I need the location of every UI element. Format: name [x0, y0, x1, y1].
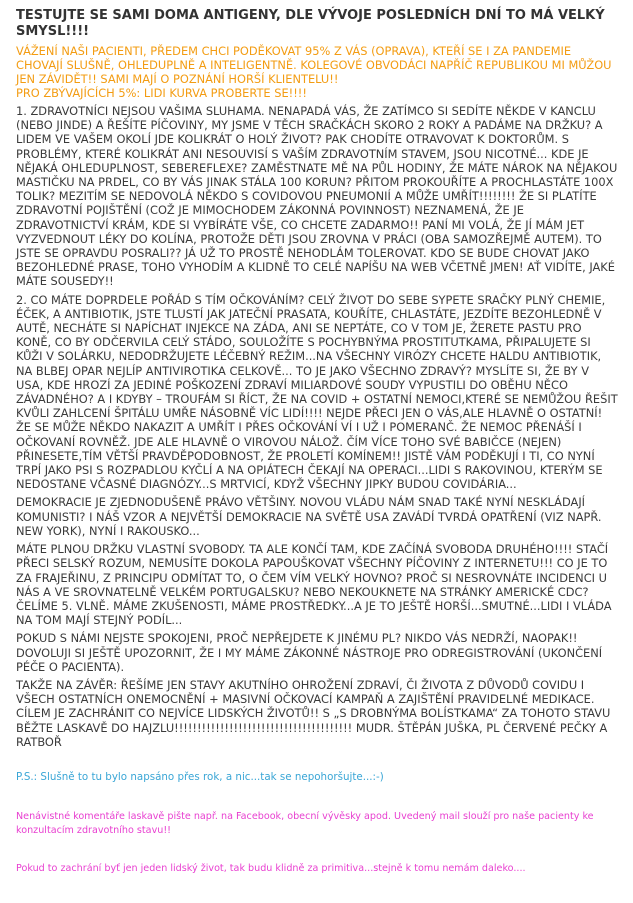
paragraph-healthcare-workers: 1. ZDRAVOTNÍCI NEJSOU VAŠIMA SLUHAMA. NENAPADÁ VÁS, ŽE ZATÍMCO SI SEDÍTE NĚKDE V KANCLU (NEBO JINDE) A ŘEŠÍTE PÍČOVINY, MY JSME V TĚCH SRAČKÁCH SKORO 2 ROKY A PADÁME NA DRŽKU? A LIDEM VE VAŠEM OKOLÍ JDE KOLIKRÁT O HOLÝ ŽIVOT? PAK CHODÍTE OTRAVOVAT K DOKTORŮM. S PROBLÉMY, KTERÉ KOLIKRÁT ANI NESOUVISÍ S VAŠÍM ZDRAVOTNÍM STAVEM, JSOU NICOTNÉ... KDE JE NĚJAKÁ OHLEDUPLNOST, SEBEREFLEXE? ZAMĚSTNATE MĚ NA PŮL HODINY, ŽE MÁTE NÁROK NA NĚJAKOU MASTIČKU NA PRDEL, CO BY VÁS JINAK STÁLA 100 KORUN? PŘITOM PROKOUŘÍTE A PROCHLASTÁTE 100X TOLIK? MEZITÍM SE NEDOVOLÁ NĚKDO S COVIDOVOU PNEUMONIÍ A MŮŽE UMŘÍT!!!!!!!! ŽE SI PLATÍTE ZDRAVOTNÍ POJIŠTĚNÍ (COŽ JE MIMOCHODEM ZÁKONNÁ POVINNOST) NEZNAMENÁ, ŽE JE ZDRAVOTNICTVÍ KRÁM, KDE SI VYBÍRÁTE VŠE, CO CHCETE ZADARMO!! PANÍ MI VOLÁ, ŽE JÍ MÁM JET VYZVEDNOUT LÉKY DO KOLÍNA, PROTOŽE DĚTI JSOU ZROVNA V PRÁCI (OBA SAMOZŘEJMĚ AUTEM). TO JSTE SE OPRAVDU POSRALI?? JÁ UŽ TO PROSTĚ NEHODLÁM TOLEROVAT. KDO SE BUDE CHOVAT JAKO BEZOHLEDNÉ PRASE, TOHO VYHODÍM A KLIDNĚ TO CELÉ NAPÍŠU NA WEB VČETNĚ JMEN! AŤ VIDÍTE, JAKÉ MÁTE SOUSEDY!! [16, 104, 618, 289]
note-comments: Nenávistné komentáře laskavě pište např. na Facebook, obecní vývěsky apod. Uvedený mail slouží pro naše pacienty ke konzultacím zdravotního stavu!! [16, 810, 594, 836]
note-primitive: Pokud to zachrání byť jen jeden lidský život, tak budu klidně za primitiva...stejně k tomu nemám daleko.... [16, 862, 526, 874]
paragraph-vaccination: 2. CO MÁTE DOPRDELE POŘÁD S TÍM OČKOVÁNÍM? CELÝ ŽIVOT DO SEBE SYPETE SRAČKY PLNÝ CHEMIE, ÉČEK, A ANTIBIOTIK, JSTE TLUSTÍ JAK JATEČNÍ PRASATA, KOUŘÍTE, CHLASTÁTE, JEZDÍTE BEZOHLEDNĚ V AUTĚ, NECHÁTE SI NAPÍCHAT INJEKCE NA ZÁDA, ANI SE NEPTÁTE, CO V TOM JE, ŽERETE PASTU PRO KONĚ, CO BY ODČERVILA CELÝ STÁDO, SOULOŽÍTE S POCHYBNÝMA PROSTITUTKAMA, PŘIPALUJETE SI KŮŽI V SOLÁRKU, NEDODRŽUJETE LÉČEBNÝ REŽIM...NA VŠECHNY VIRÓZY CHCETE HALDU ANTIBIOTIK, NA BLBEJ OPAR NEJLÍP ANTIVIROTIKA CELKOVĚ... TO JE JAKO VŠECHNO ZDRAVÝ? MYSLÍTE SI, ŽE BY V USA, KDE HROZÍ ZA JEDINÉ POŠKOZENÍ ZDRAVÍ MILIARDOVÉ SOUDY VYPUSTILI DO OBĚHU NĚCO ZÁVADNÉHO? A I KDYBY – TROUFÁM SI ŘÍCT, ŽE NA COVID + OSTATNÍ NEMOCI,KTERÉ SE NEMŮŽOU ŘEŠIT KVŮLI ZAHLCENÍ ŠPITÁLU UMŘE NÁSOBNĚ VÍC LIDÍ!!!! NEJDE PŘECI JEN O VÁS,ALE HLAVNĚ O OSTATNÍ! ŽE SE MŮŽE NĚKDO NAKAZIT A UMŘÍT I PŘES OČKOVÁNÍ VÍ I UŽ I POMERANČ. ŽE NEMOC PŘENÁŠÍ I OČKOVANÍ ROVNĚŽ. JDE ALE HLAVNĚ O VIROVOU NÁLOŽ. ČÍM VÍCE TOHO SVÉ BABIČCE (NEJEN) PŘINESETE,TÍM VĚTŠÍ PRAVDĚPODOBNOST, ŽE PROLETÍ KOMÍNEM!! JISTĚ VÁM PODĚKUJÍ I TI, CO NYNÍ TRPÍ JAKO PSI S ROZPADLOU KYČLÍ A NA OPIÁTECH ČEKAJÍ NA OPERACI...LIDI S RAKOVINOU, KTERÝM SE NEDOSTANE VČASNÉ DIAGNÓZY...S MRTVICÍ, KDYŽ VŠECHNY JIPKY BUDOU COVIDÁRIA... [16, 292, 618, 492]
page-title: TESTUJTE SE SAMI DOMA ANTIGENY, DLE VÝVOJE POSLEDNÍCH DNÍ TO MÁ VELKÝ SMYSL!!!! [16, 8, 605, 39]
paragraph-democracy: DEMOKRACIE JE ZJEDNODUŠENĚ PRÁVO VĚTŠINY. NOVOU VLÁDU NÁM SNAD TAKÉ NYNÍ NESKLÁDAJÍ KOMUNISTI? I NÁŠ VZOR A NEJVĚTŠÍ DEMOKRACIE NA SVĚTĚ USA ZAVÁDÍ TVRDÁ OPATŘENÍ (VIZ NAPŘ. NEW YORK), NYNÍ I RAKOUSKO... [16, 495, 602, 538]
paragraph-conclusion: TAKŽE NA ZÁVĚR: ŘEŠÍME JEN STAVY AKUTNÍHO OHROŽENÍ ZDRAVÍ, ČI ŽIVOTA Z DŮVODŮ COVIDU I VŠECH OSTATNÍCH ONEMOCNĚNÍ + MASIVNÍ OČKOVACÍ KAMPAŇ A ZAJIŠTĚNÍ PRAVIDELNÉ MEDIKACE. CÍLEM JE ZACHRÁNIT CO NEJVÍCE LIDSKÝCH ŽIVOTŮ!! S „S DROBNÝMA BOLÍSTKAMA“ ZA TOHOTO STAVU BĚŽTE LASKAVĚ DO HAJZLU!!!!!!!!!!!!!!!!!!!!!!!!!!!!!!!!!!!!!!! MUDR. ŠTĚPÁN JUŠKA, PL ČERVENÉ PEČKY A RATBOŘ [16, 677, 611, 749]
intro-rest: PRO ZBÝVAJÍCÍCH 5%: LIDI KURVA PROBERTE SE!!!! [16, 86, 307, 100]
postscript: P.S.: Slušně to tu bylo napsáno přes rok, a nic...tak se nepohoršujte...:-) [16, 770, 384, 783]
paragraph-deregistration: POKUD S NÁMI NEJSTE SPOKOJENI, PROČ NEPŘEJDETE K JINÉMU PL? NIKDO VÁS NEDRŽÍ, NAOPAK!! DOVOLUJI SI JEŠTĚ UPOZORNIT, ŽE I MY MÁME ZÁKONNÉ NÁSTROJE PRO ODREGISTROVÁNÍ (UKONČENÍ PÉČE O PACIENTA). [16, 631, 603, 674]
paragraph-freedom: MÁTE PLNOU DRŽKU VLASTNÍ SVOBODY. TA ALE KONČÍ TAM, KDE ZAČÍNÁ SVOBODA DRUHÉHO!!!! STAČÍ PŘECI SELSKÝ ROZUM, NEMUSÍTE DOKOLA PAPOUŠKOVAT VŠECHNY PÍČOVINY Z INTERNETU!!! CO JE TO ZA FRAJEŘINU, Z PRINCIPU ODMÍTAT TO, O ČEM VÍM VELKÝ HOVNO? PROČ SI NESROVNÁTE INCIDENCI U NÁS A VE SROVNATELNĚ VELKÉM PORTUGALSKU? NEBO NEKOUKNETE NA STRÁNKY AMERICKÉ CDC? ČELÍME 5. VLNĚ. MÁME ZKUŠENOSTI, MÁME PROSTŘEDKY...A JE TO JEŠTĚ HORŠÍ...SMUTNÉ...LIDI I VLÁDA NA TOM MAJÍ STEJNÝ PODÍL... [16, 542, 612, 628]
intro-thanks: VÁŽENÍ NAŠI PACIENTI, PŘEDEM CHCI PODĚKOVAT 95% Z VÁS (OPRAVA), KTEŘÍ SE I ZA PANDEMIE CHOVAJÍ SLUŠNĚ, OHLEDUPLNĚ A INTELIGENTNĚ. KOLEGOVÉ OBVODÁCI NAPŘÍČ REPUBLIKOU MI MŮŽOU JEN ZÁVIDĚT!! SAMI MAJÍ O POZNÁNÍ HORŠÍ KLIENTELU!! [16, 44, 612, 86]
